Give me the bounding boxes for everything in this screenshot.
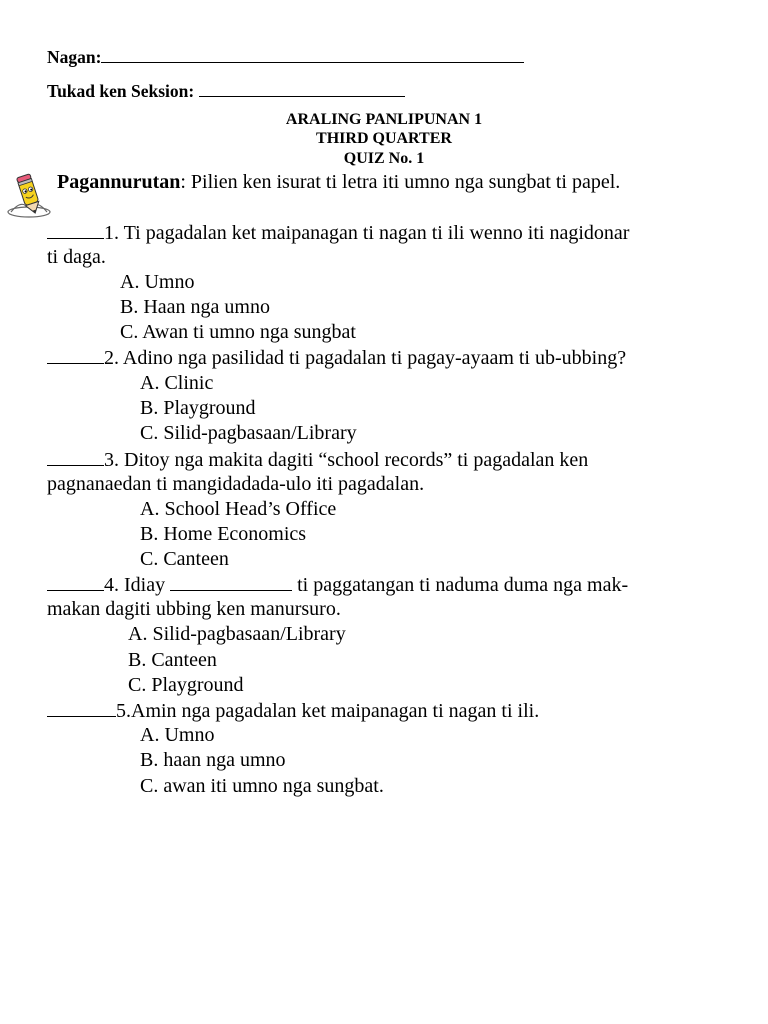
grade-section-field bbox=[47, 79, 405, 102]
question-1 bbox=[47, 221, 629, 245]
grade-section-label: Tukad ken Seksion: bbox=[47, 81, 195, 101]
option-c: C. Silid-pagbasaan/Library bbox=[140, 422, 357, 444]
question-4-continued: makan dagiti ubbing ken manursuro. bbox=[47, 598, 341, 620]
option-b: B. Home Economics bbox=[140, 523, 307, 545]
instructions-label: Pagannurutan bbox=[57, 171, 181, 193]
pencil-mascot-icon bbox=[5, 172, 53, 220]
grade-section-blank bbox=[199, 79, 405, 97]
question-2 bbox=[47, 346, 626, 370]
option-b: B. Playground bbox=[140, 397, 256, 419]
question-3 bbox=[47, 448, 588, 472]
question-1-continued: ti daga. bbox=[47, 246, 106, 268]
option-c: C. Canteen bbox=[140, 548, 229, 570]
quiz-title: QUIZ No. 1 bbox=[343, 150, 425, 167]
option-b: B. Canteen bbox=[128, 649, 217, 671]
option-a: A. Clinic bbox=[140, 372, 214, 394]
option-c: C. awan iti umno nga sungbat. bbox=[140, 775, 384, 797]
question-text-part2: ti paggatangan ti naduma duma nga mak- bbox=[297, 574, 629, 596]
answer-blank bbox=[47, 573, 104, 591]
question-text: 5.Amin nga pagadalan ket maipanagan ti nagan ti ili. bbox=[116, 700, 540, 722]
instructions-text: : Pilien ken isurat ti letra iti umno nga sungbat ti papel. bbox=[180, 171, 621, 193]
option-a: A. Umno bbox=[140, 724, 215, 746]
option-a: A. School Head’s Office bbox=[140, 498, 337, 520]
instructions bbox=[57, 171, 620, 194]
question-3-continued: pagnanaedan ti mangidadada-ulo iti pagadalan. bbox=[47, 473, 425, 495]
question-text: 2. Adino nga pasilidad ti pagadalan ti pagay-ayaam ti ub-ubbing? bbox=[104, 347, 627, 369]
answer-blank bbox=[47, 221, 104, 239]
question-text: 3. Ditoy nga makita dagiti “school records” ti pagadalan ken bbox=[104, 449, 589, 471]
name-label: Nagan: bbox=[47, 47, 102, 67]
subject-title: ARALING PANLIPUNAN 1 bbox=[285, 111, 483, 128]
answer-blank bbox=[47, 448, 104, 466]
answer-blank bbox=[47, 699, 116, 717]
question-5 bbox=[47, 699, 539, 723]
name-field bbox=[47, 45, 524, 68]
option-b: B. haan nga umno bbox=[140, 749, 286, 771]
name-blank bbox=[101, 45, 524, 63]
question-text: 1. Ti pagadalan ket maipanagan ti nagan ti ili wenno iti nagidonar bbox=[104, 222, 630, 244]
option-c: C. Awan ti umno nga sungbat bbox=[120, 321, 356, 343]
quarter-title: THIRD QUARTER bbox=[316, 130, 452, 147]
question-4 bbox=[47, 573, 628, 597]
answer-blank bbox=[47, 346, 104, 364]
option-b: B. Haan nga umno bbox=[120, 296, 270, 318]
option-a: A. Silid-pagbasaan/Library bbox=[128, 623, 346, 645]
option-c: C. Playground bbox=[128, 674, 244, 696]
fill-in-blank bbox=[170, 573, 292, 591]
question-text-part1: 4. Idiay bbox=[104, 574, 166, 596]
option-a: A. Umno bbox=[120, 271, 195, 293]
